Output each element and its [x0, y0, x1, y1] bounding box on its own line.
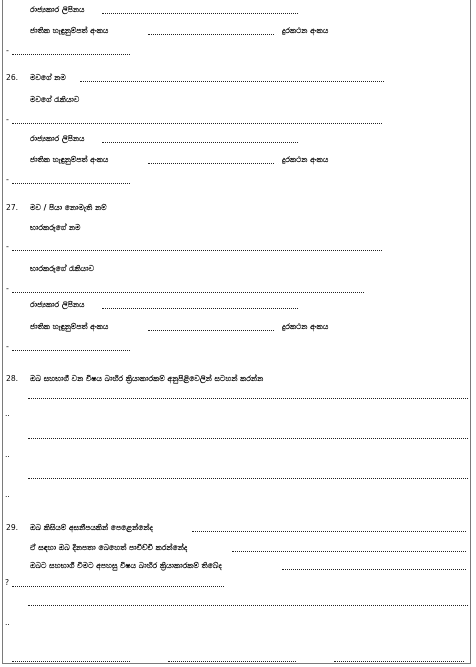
dotted-line: [12, 183, 130, 184]
q29-line2: ඒ සඳහා ඔබ දිනපතා බෙහෙත් පාවිච්චි කරන්නේද: [30, 543, 188, 552]
answer-line: [28, 605, 468, 606]
signature-label-27: රාජ්‍යකාර ලිපිනය: [30, 300, 85, 309]
dots-marker: ..: [5, 490, 10, 499]
signature-line-26: [102, 142, 298, 143]
answer-line: [28, 398, 468, 399]
mother-job-label: මවගේ රැකියාව: [30, 95, 80, 104]
signature-line-top: [102, 13, 298, 14]
guardian-job-label: භාරකරුගේ රැකියාව: [30, 264, 95, 273]
dots-marker: ..: [5, 450, 10, 459]
answer-line: [282, 569, 466, 570]
dash-marker: -: [6, 175, 9, 184]
answer-line: [192, 531, 466, 532]
nic-line-top: [148, 34, 274, 35]
dash-marker: -: [6, 284, 9, 293]
dash-marker: -: [6, 46, 9, 55]
phone-label-27: දුරකථන අංකය: [282, 322, 329, 331]
nic-label-top: ජාතික හැඳුනුම්පත් අංකය: [30, 26, 109, 35]
phone-label-26: දුරකථන අංකය: [282, 155, 329, 164]
mother-job-line: [12, 123, 382, 124]
nic-line-27: [148, 330, 274, 331]
dash-marker: -: [6, 115, 9, 124]
question-number-29: 29.: [6, 523, 19, 532]
nic-label-27: ජාතික හැඳුනුම්පත් අංකය: [30, 322, 109, 331]
q29-line3: ඔබට සහභාගී විමට අපහසු විෂය බාහිර ක්‍රියාකාරකම් තිබේද: [30, 561, 222, 570]
question-number-26: 26.: [6, 73, 19, 82]
dash-marker: -: [6, 342, 9, 351]
dotted-line: [168, 661, 296, 662]
question-number-27: 27.: [6, 203, 19, 212]
phone-label-top: දුරකථන අංකය: [282, 26, 329, 35]
dots-marker: ..: [5, 618, 10, 627]
mother-name-label: මවගේ නම: [30, 73, 66, 82]
answer-line: [232, 551, 466, 552]
dotted-line: [12, 350, 130, 351]
guardian-name-label: භාරකරුගේ නම: [30, 223, 81, 232]
answer-line: [12, 586, 224, 587]
signature-label-26: රාජ්‍යකාර ලිපිනය: [30, 134, 85, 143]
question-mark: ?: [5, 578, 10, 587]
nic-label-26: ජාතික හැඳුනුම්පත් අංකය: [30, 155, 109, 164]
dotted-line: [12, 54, 130, 55]
dash-marker: -: [6, 242, 9, 251]
mother-name-line: [80, 81, 384, 82]
no-parent-label: මව / පියා නොමැති නම්: [30, 203, 107, 212]
answer-line: [28, 478, 468, 479]
q28-text: ඔබ සහභාගී වන විෂය බාහිර ක්‍රියාකාරකම් අනුපිළිවෙලින් සටහන් කරන්න: [30, 374, 264, 383]
answer-line: [28, 438, 468, 439]
question-number-28: 28.: [6, 374, 19, 383]
dots-marker: ..: [5, 409, 10, 418]
nic-line-26: [148, 163, 274, 164]
q29-line1: ඔබ කිසියම් අසනීපයකින් පෙළෙන්නේද: [30, 523, 153, 532]
guardian-job-line: [12, 292, 364, 293]
dotted-line: [12, 661, 130, 662]
dotted-line: [334, 661, 464, 662]
guardian-name-line: [12, 250, 382, 251]
signature-line-27: [102, 308, 298, 309]
signature-label-top: රාජ්‍යකාර ලිපිනය: [30, 5, 85, 14]
